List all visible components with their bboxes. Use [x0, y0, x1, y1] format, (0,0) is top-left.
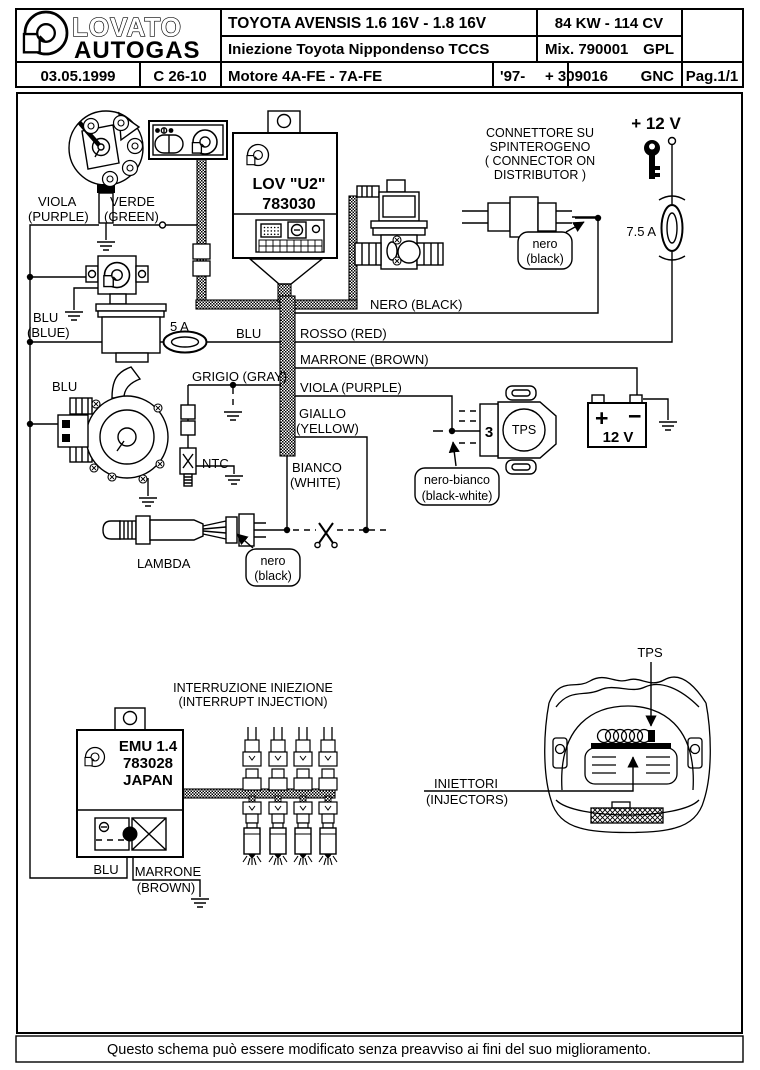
battery-label: 12 V — [602, 429, 634, 446]
label-blu-valve-en: (BLUE) — [27, 325, 70, 340]
led-indicator — [169, 128, 174, 133]
label-viola: VIOLA — [38, 194, 77, 209]
label-fuse-5a: 5 A — [170, 319, 189, 334]
ecu-part-number: 783030 — [262, 196, 316, 213]
battery-minus: − — [628, 403, 642, 429]
tps-pin-3: 3 — [484, 424, 494, 441]
label-giallo: GIALLO — [299, 406, 346, 421]
label-lambda: LAMBDA — [137, 556, 191, 571]
emu-model: EMU 1.4 — [118, 738, 178, 755]
label-blu-valve: BLU — [33, 310, 59, 325]
header-code: C 26-10 — [153, 68, 207, 85]
label-iniettori: INIETTORI — [433, 776, 499, 791]
label-viola-en: (PURPLE) — [28, 209, 89, 224]
label-rosso: ROSSO (RED) — [300, 326, 387, 341]
note-connector-l1: CONNETTORE SU — [485, 126, 595, 140]
label-verde: VERDE — [110, 194, 155, 209]
tag-nero-bianco-en: (black-white) — [421, 489, 493, 503]
header-mix: Mix. 790001 — [545, 41, 629, 58]
ecu-pin-grid — [259, 240, 322, 252]
label-plus-12v: + 12 V — [631, 114, 681, 133]
note-connector-l3: ( CONNECTOR ON — [484, 154, 596, 168]
brand-name: LOVATO — [72, 12, 182, 42]
junction-dot — [363, 527, 369, 533]
note-connector-l4: DISTRIBUTOR ) — [493, 168, 587, 182]
junction-dot — [284, 527, 290, 533]
label-bianco-en: (WHITE) — [290, 475, 341, 490]
battery-plus: + — [595, 405, 609, 431]
junction-dot — [27, 421, 33, 427]
battery-12v — [588, 395, 646, 447]
led-indicator — [155, 128, 160, 133]
header-mix-unit: GPL — [643, 41, 674, 58]
tps-location-marker — [648, 730, 655, 742]
label-emu-marrone: MARRONE — [134, 864, 202, 879]
label-viola2: VIOLA (PURPLE) — [300, 380, 402, 395]
note-connector-l2: SPINTEROGENO — [489, 140, 591, 154]
label-iniettori-en: (INJECTORS) — [425, 792, 509, 807]
header-engine: Motore 4A-FE - 7A-FE — [228, 68, 383, 85]
note-interrupt-l2: (INTERRUPT INJECTION) — [178, 695, 328, 709]
fuse-5a — [164, 332, 207, 353]
note-interrupt-l1: INTERRUZIONE INIEZIONE — [173, 681, 333, 695]
brand-sub: AUTOGAS — [74, 37, 201, 64]
header-page: Pag.1/1 — [685, 68, 739, 85]
header-vehicle: TOYOTA AVENSIS 1.6 16V - 1.8 16V — [228, 15, 487, 32]
lovato-logo-icon — [104, 263, 130, 288]
label-blu-left: BLU — [52, 379, 78, 394]
open-terminal — [160, 222, 166, 228]
label-giallo-en: (YELLOW) — [296, 421, 359, 436]
splice-junction — [123, 827, 138, 842]
lov-u2-ecu — [233, 111, 337, 284]
tps-label: TPS — [511, 423, 537, 437]
inline-connector — [193, 261, 210, 276]
footer-note: Questo schema può essere modificato senza preavviso ai fini del suo miglioramento. — [106, 1042, 652, 1058]
footer — [16, 1036, 743, 1062]
label-ntc: NTC — [202, 456, 229, 471]
lovato-logo-icon — [247, 145, 269, 166]
header-table — [16, 9, 743, 87]
junction-dot — [27, 274, 33, 280]
emu-part-number: 783028 — [122, 755, 174, 772]
terminal — [669, 138, 676, 145]
tag-nero-en: (black) — [254, 569, 292, 583]
lovato-logo-icon — [192, 130, 217, 154]
label-grigio: GRIGIO (GRAY) — [192, 369, 288, 384]
header-ref-unit: GNC — [640, 68, 674, 85]
junction-dot — [449, 428, 455, 434]
label-blu-fused: BLU — [236, 326, 262, 341]
header-date: 03.05.1999 — [40, 68, 116, 85]
label-marrone: MARRONE (BROWN) — [300, 352, 429, 367]
junction-dot — [595, 215, 601, 221]
header-ref: + 309016 — [545, 68, 608, 85]
header-year: '97- — [500, 68, 526, 85]
lovato-logo-icon — [85, 748, 104, 767]
label-emu-blu: BLU — [93, 862, 119, 877]
label-tps-callout: TPS — [637, 645, 663, 660]
inline-connector — [193, 244, 210, 259]
label-verde-en: (GREEN) — [104, 209, 159, 224]
header-injection: Iniezione Toyota Nippondenso TCCS — [228, 41, 490, 58]
emu-unit — [77, 708, 183, 857]
tag-nero-en: (black) — [526, 252, 564, 266]
label-bianco: BIANCO — [292, 460, 342, 475]
label-nero: NERO (BLACK) — [370, 297, 463, 312]
lovato-logo-icon — [24, 12, 67, 54]
emu-origin: JAPAN — [123, 772, 173, 789]
ecu-model: LOV "U2" — [252, 176, 326, 193]
header-power: 84 KW - 114 CV — [554, 15, 664, 32]
tag-nero: nero — [532, 237, 558, 251]
tag-nero: nero — [260, 554, 286, 568]
label-emu-marrone-en: (BROWN) — [136, 880, 196, 895]
label-fuse-75a: 7.5 A — [626, 224, 656, 239]
tag-nero-bianco: nero-bianco — [423, 473, 491, 487]
